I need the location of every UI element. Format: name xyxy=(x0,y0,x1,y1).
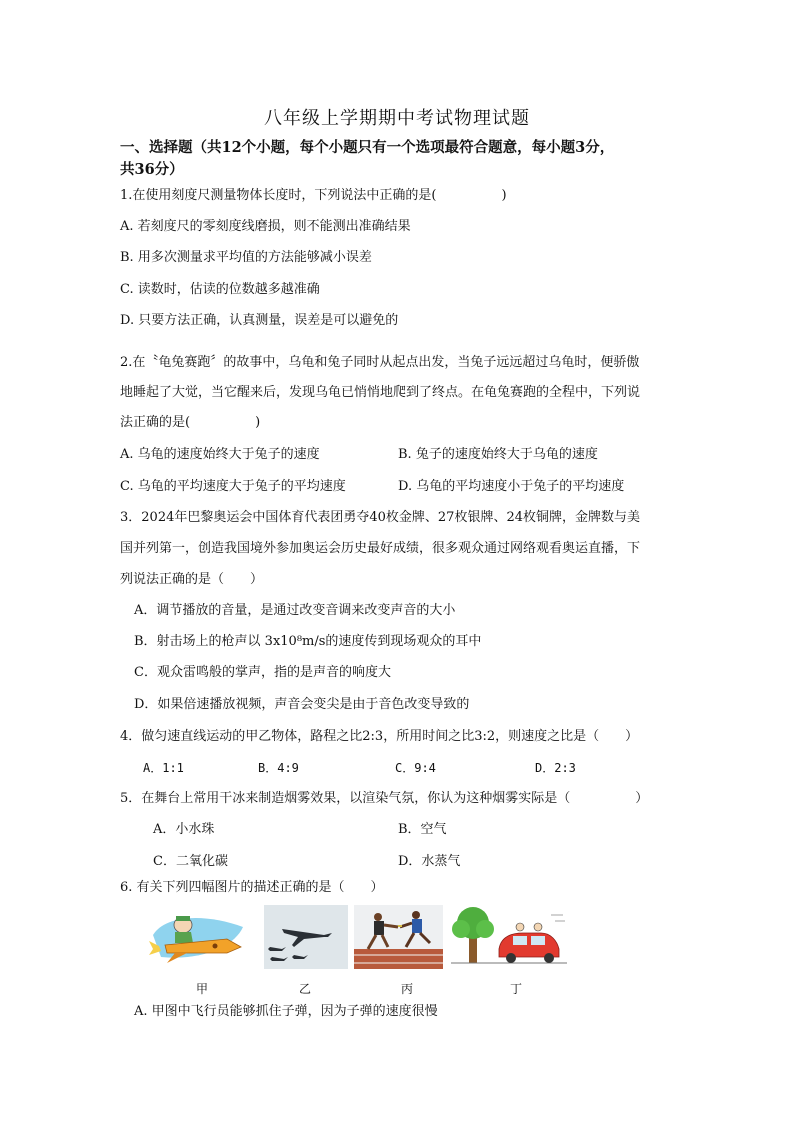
q5-stem: 5．在舞台上常用干冰来制造烟雾效果，以渲染气氛，你认为这种烟雾实际是（ ） xyxy=(120,791,649,806)
q6-option-a: A. 甲图中飞行员能够抓住子弹，因为子弹的速度很慢 xyxy=(134,1004,438,1019)
q2-option-d: D. 乌龟的平均速度小于兔子的平均速度 xyxy=(398,479,625,494)
q3-line3: 列说法正确的是（ ） xyxy=(120,572,264,587)
q4-stem: 4．做匀速直线运动的甲乙物体，路程之比2:3，所用时间之比3:2，则速度之比是（ ） xyxy=(120,729,639,744)
picture-ding-car xyxy=(451,905,567,969)
q5-option-a: A．小水珠 xyxy=(153,822,215,837)
q2-option-b: B. 兔子的速度始终大于乌龟的速度 xyxy=(398,447,598,462)
q4-option-d: D．2:3 xyxy=(535,761,576,775)
q1-option-d: D. 只要方法正确，认真测量，误差是可以避免的 xyxy=(120,313,399,328)
q6-stem: 6. 有关下列四幅图片的描述正确的是（ ） xyxy=(120,880,384,895)
q2-line2: 地睡起了大觉，当它醒来后，发现乌龟已悄悄地爬到了终点。在龟兔赛跑的全程中，下列说 xyxy=(120,385,641,400)
q3-option-d: D．如果倍速播放视频，声音会变尖是由于音色改变导致的 xyxy=(134,697,470,712)
q2-option-c: C. 乌龟的平均速度大于兔子的平均速度 xyxy=(120,479,346,494)
q5-option-c: C．二氧化碳 xyxy=(153,854,228,869)
q2-option-a: A. 乌龟的速度始终大于兔子的速度 xyxy=(120,447,320,462)
section-heading-line1: 一、选择题（共12个小题，每个小题只有一个选项最符合题意，每小题3分， xyxy=(120,139,615,156)
q3-option-b: B．射击场上的枪声以 3x10⁸m/s的速度传到现场观众的耳中 xyxy=(134,634,482,649)
picture-yi-airplanes xyxy=(264,905,348,969)
q1-option-c: C. 读数时，估读的位数越多越准确 xyxy=(120,282,320,297)
caption-ding: 丁 xyxy=(509,982,522,996)
q3-option-a: A．调节播放的音量，是通过改变音调来改变声音的大小 xyxy=(134,603,456,618)
picture-jia-pilot-rocket xyxy=(145,905,248,969)
q5-option-d: D．水蒸气 xyxy=(398,854,461,869)
exam-title: 八年级上学期期中考试物理试题 xyxy=(264,108,530,129)
q4-option-c: C．9:4 xyxy=(395,761,436,775)
q2-line1: 2.在〝龟兔赛跑〞的故事中，乌龟和兔子同时从起点出发，当兔子远远超过乌龟时，便骄傲 xyxy=(120,355,640,370)
caption-yi: 乙 xyxy=(298,982,311,996)
q1-stem: 1.在使用刻度尺测量物体长度时，下列说法中正确的是( ) xyxy=(120,188,507,203)
q2-line3: 法正确的是( ) xyxy=(120,415,261,430)
q3-line2: 国并列第一，创造我国境外参加奥运会历史最好成绩，很多观众通过网络观看奥运直播，下 xyxy=(120,541,641,556)
q5-option-b: B．空气 xyxy=(398,822,447,837)
caption-bing: 丙 xyxy=(400,982,413,996)
q4-option-b: B．4:9 xyxy=(258,761,299,775)
section-heading-line2: 共36分） xyxy=(120,161,184,178)
q3-option-c: C．观众雷鸣般的掌声，指的是声音的响度大 xyxy=(134,665,391,680)
q1-option-a: A. 若刻度尺的零刻度线磨损，则不能测出准确结果 xyxy=(120,219,411,234)
picture-bing-relay-runners xyxy=(354,905,443,969)
q1-option-b: B. 用多次测量求平均值的方法能够减小误差 xyxy=(120,250,372,265)
q4-option-a: A．1:1 xyxy=(143,761,184,775)
caption-jia: 甲 xyxy=(195,982,208,996)
q3-line1: 3．2024年巴黎奥运会中国体育代表团勇夺40枚金牌、27枚银牌、24枚铜牌，金牌数与美 xyxy=(120,510,640,525)
